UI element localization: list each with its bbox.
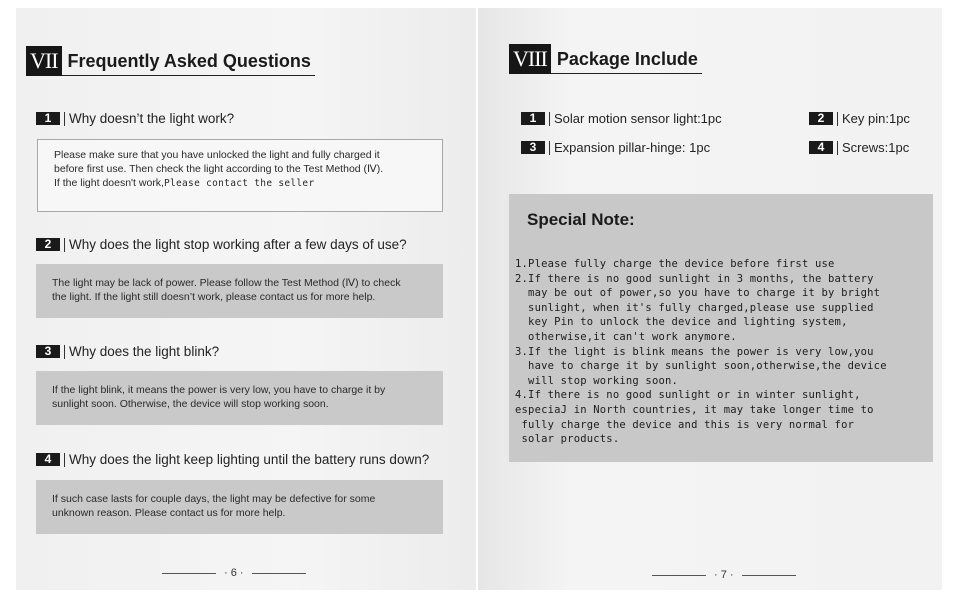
section-title: Frequently Asked Questions <box>62 50 315 76</box>
note-line: 1.Please fully charge the device before first use <box>515 258 835 270</box>
answer-line: The light may be lack of power. Please follow the Test Method (Ⅳ) to check <box>52 277 401 289</box>
question-text: Why does the light blink? <box>69 344 220 359</box>
package-item-1 <box>521 111 722 126</box>
answer-line: unknown reason. Please contact us for more help. <box>52 507 286 519</box>
faq-answer-1 <box>37 139 443 212</box>
question-number: 1 <box>36 112 60 125</box>
page-number-text: · 6 · <box>224 567 244 579</box>
answer-line <box>54 176 426 191</box>
item-text: Expansion pillar-hinge: 1pc <box>554 140 711 155</box>
answer-line: If such case lasts for couple days, the light may be defective for some <box>52 493 376 505</box>
rule <box>652 575 706 576</box>
note-line: 4.If there is no good sunlight or in winter sunlight, <box>515 389 861 402</box>
divider <box>64 238 65 252</box>
note-line: 3.If the light is blink means the power is very low,you <box>515 345 874 358</box>
divider <box>64 345 65 359</box>
item-text: Solar motion sensor light:1pc <box>554 111 722 126</box>
item-number: 3 <box>521 141 545 154</box>
faq-answer-4 <box>36 480 443 534</box>
page-number <box>162 567 306 579</box>
question-number: 4 <box>36 453 60 466</box>
note-line: especiaJ in North countries, it may take longer time to <box>515 403 874 416</box>
question-number: 3 <box>36 345 60 358</box>
question-text: Why doesn’t the light work? <box>69 111 235 126</box>
note-line: key Pin to unlock the device and lighting system, <box>515 316 848 329</box>
rule <box>742 575 796 576</box>
note-line: may be out of power,so you have to charge it by bright <box>515 287 881 300</box>
note-line: otherwise,it can't work anymore. <box>515 330 737 343</box>
faq-question-1 <box>36 111 234 126</box>
faq-answer-2 <box>36 264 443 318</box>
answer-line: If the light blink, it means the power is very low, you have to charge it by <box>52 384 386 396</box>
item-text: Key pin:1pc <box>842 111 910 126</box>
faq-section-heading <box>26 46 315 76</box>
divider <box>549 112 550 126</box>
right-page <box>478 8 942 590</box>
divider <box>64 112 65 126</box>
faq-answer-3 <box>36 371 443 425</box>
question-number: 2 <box>36 238 60 251</box>
divider <box>837 141 838 155</box>
faq-question-3 <box>36 344 219 359</box>
divider <box>549 141 550 155</box>
note-line: solar products. <box>515 433 620 446</box>
rule <box>252 573 306 574</box>
note-line: have to charge it by sunlight soon,otherwise,the device <box>515 360 887 373</box>
package-item-3 <box>521 140 710 155</box>
answer-line: before first use. Then check the light according to the Test Method (Ⅳ). <box>54 163 384 175</box>
section-title: Package Include <box>551 48 702 74</box>
section-numeral: VIII <box>509 44 551 74</box>
divider <box>64 453 65 467</box>
section-numeral: VII <box>26 46 62 76</box>
note-line: sunlight, when it's fully charged,please use supplied <box>515 301 874 314</box>
item-text: Screws:1pc <box>842 140 910 155</box>
note-body <box>515 257 931 447</box>
item-number: 4 <box>809 141 833 154</box>
answer-line: the light. If the light still doesn’t work, please contact us for more help. <box>52 291 376 303</box>
note-line: 2.If there is no good sunlight in 3 months, the battery <box>515 272 874 285</box>
package-item-2 <box>809 111 910 126</box>
answer-prefix: If the light doesn't work, <box>54 177 164 189</box>
answer-tail: Please contact the seller <box>163 178 315 189</box>
page-number <box>652 569 796 581</box>
note-line: fully charge the device and this is very normal for <box>515 418 855 431</box>
note-line: will stop working soon. <box>515 374 679 387</box>
package-item-4 <box>809 140 909 155</box>
item-number: 2 <box>809 112 833 125</box>
faq-question-2 <box>36 237 407 252</box>
note-title: Special Note: <box>527 210 635 229</box>
page-number-text: · 7 · <box>714 569 734 581</box>
package-section-heading <box>509 44 702 74</box>
question-text: Why does the light stop working after a few days of use? <box>69 237 407 252</box>
faq-question-4 <box>36 452 429 467</box>
item-number: 1 <box>521 112 545 125</box>
question-text: Why does the light keep lighting until the battery runs down? <box>69 452 430 467</box>
divider <box>837 112 838 126</box>
special-note-box <box>509 194 933 462</box>
answer-line: sunlight soon. Otherwise, the device will stop working soon. <box>52 398 329 410</box>
left-page <box>16 8 476 590</box>
answer-line: Please make sure that you have unlocked the light and fully charged it <box>54 149 380 161</box>
rule <box>162 573 216 574</box>
